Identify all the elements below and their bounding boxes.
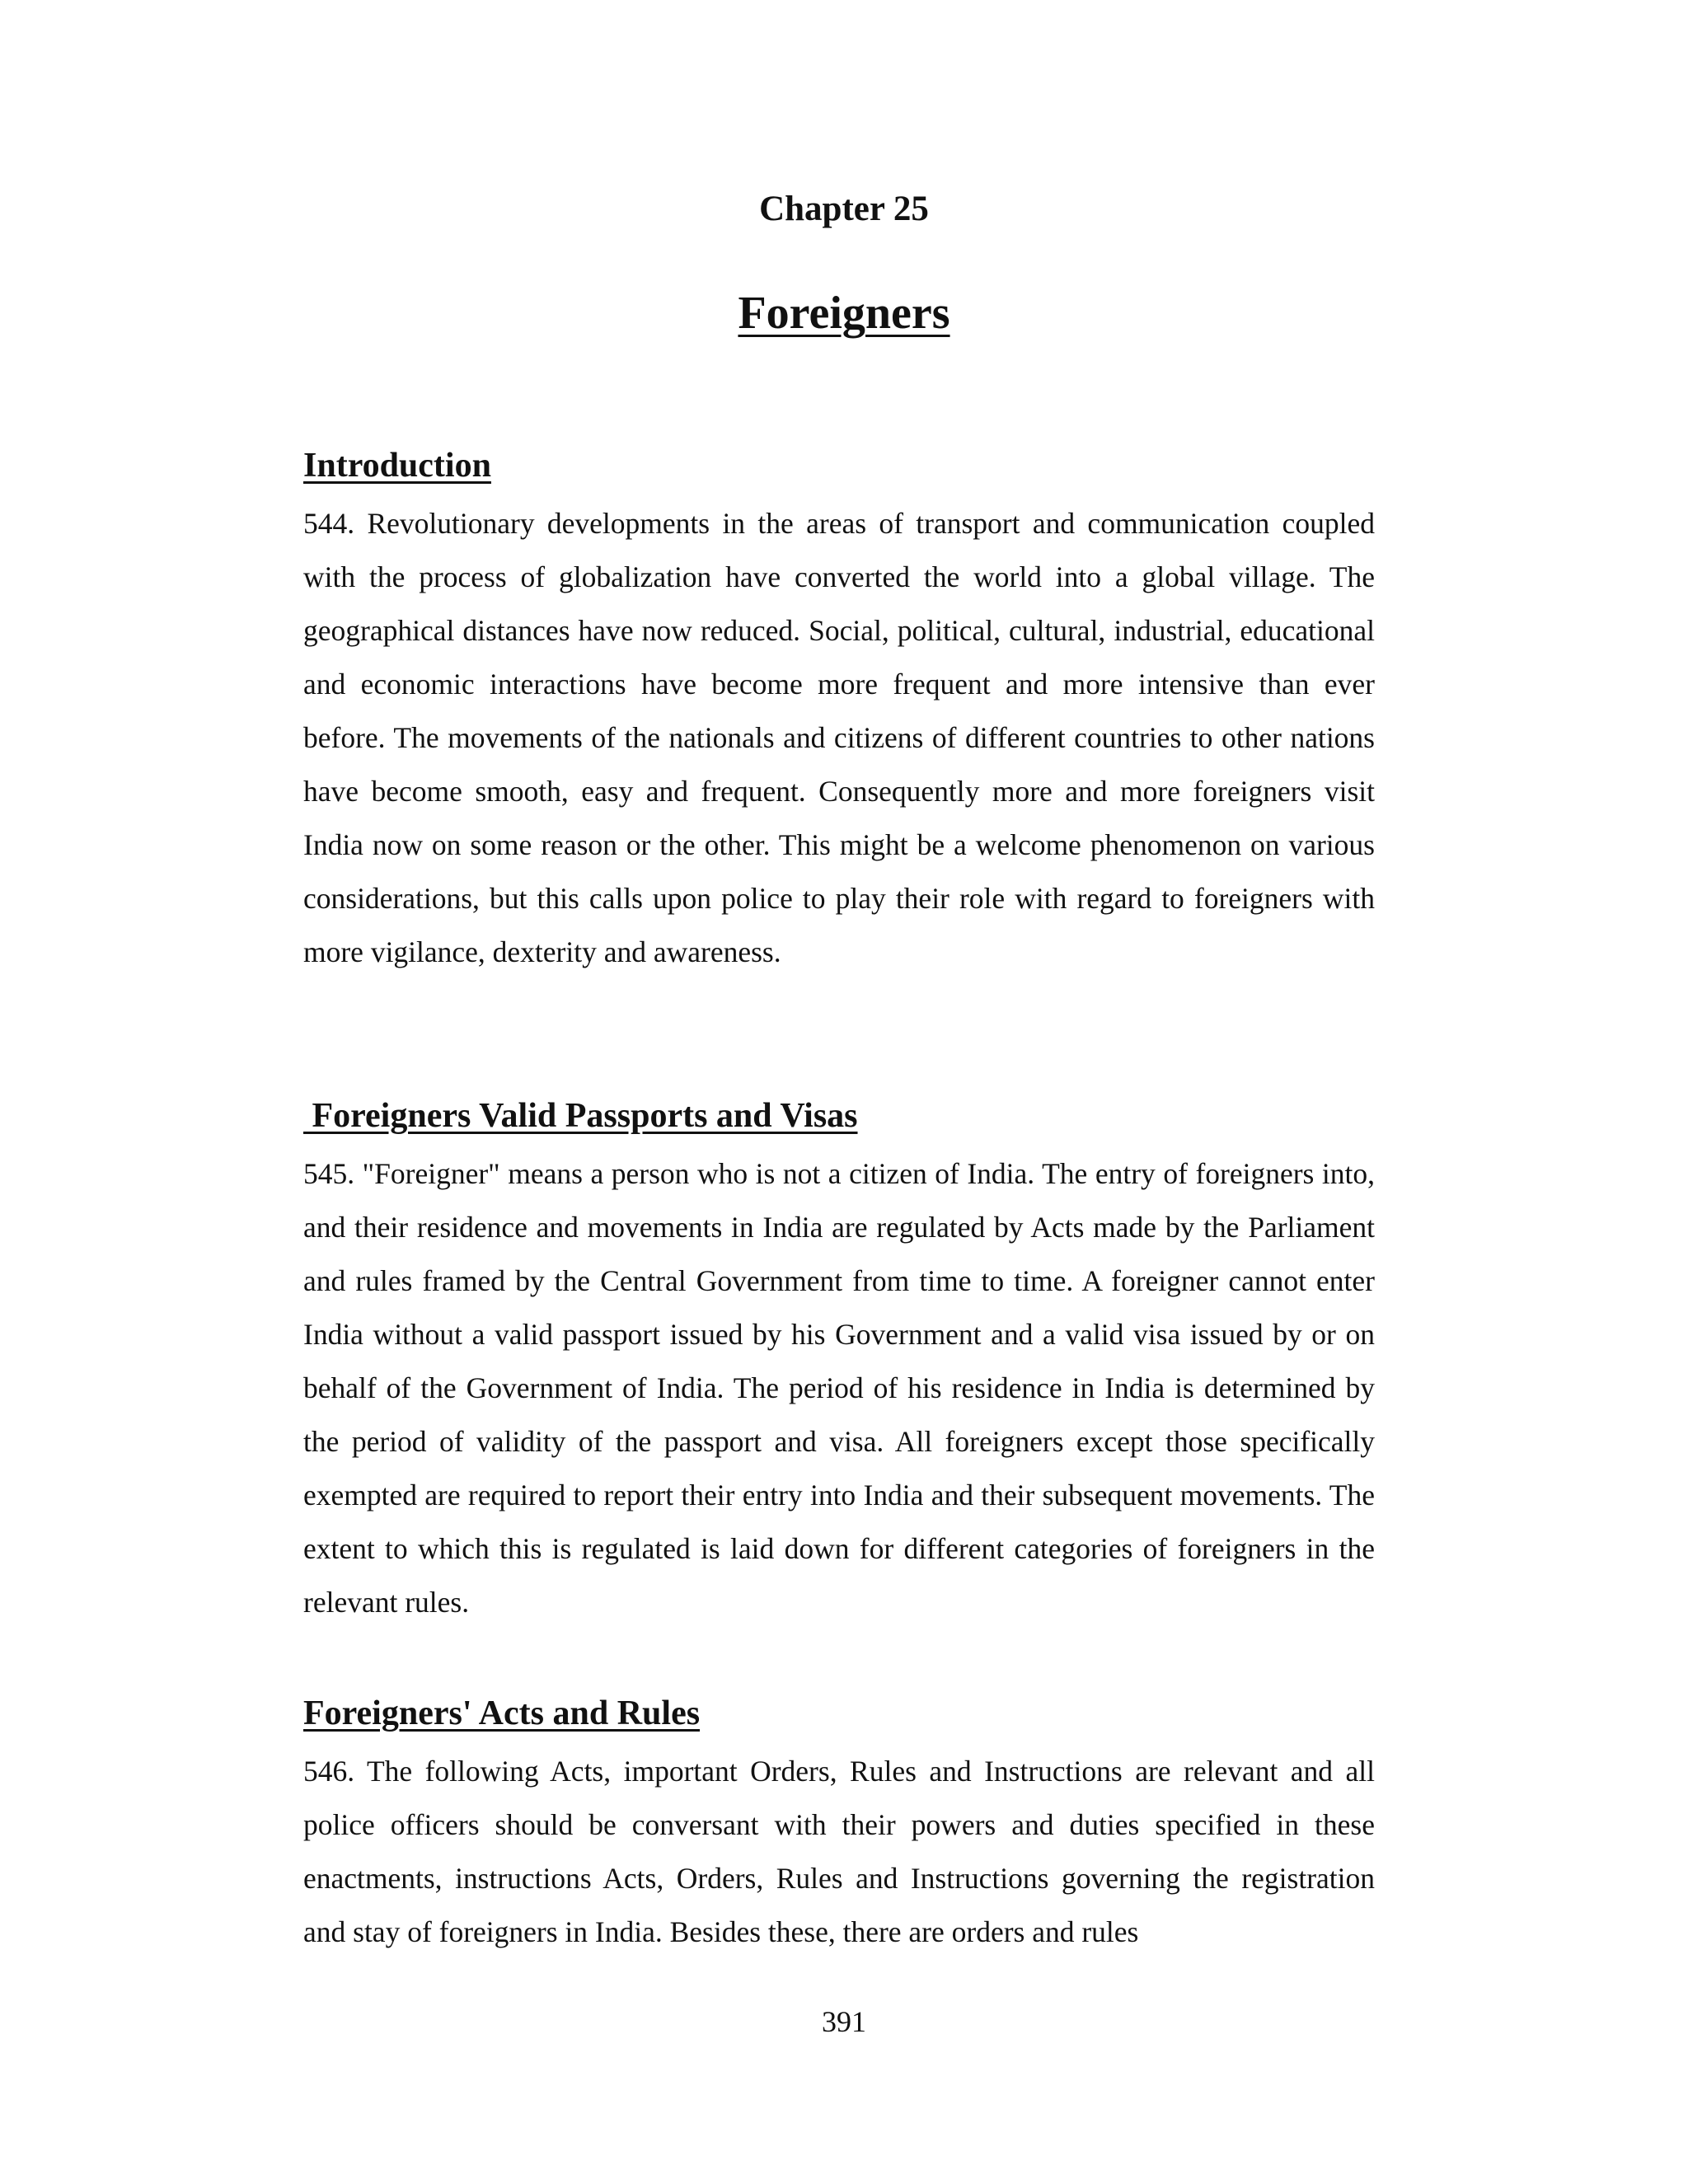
section-acts-rules [303,1689,1375,1959]
section-heading: Foreigners Valid Passports and Visas [303,1097,858,1135]
section-passports-visas [303,1091,1375,1629]
chapter-number: Chapter 25 [759,190,929,228]
paragraph-546: 546. The following Acts, important Orders, Rules and Instructions are relevant and all police officers should be conversant with their powers and duties specified in these enactments, instructions Acts, Orders, Rules and Instructions governing the registration and stay of foreigners in India. Besides these, there are orders and rules [303,1755,1375,1948]
paragraph-544: 544. Revolutionary developments in the areas of transport and communication coupled with the process of globalization have converted the world into a global village. The geographical distances have now reduced. Social, political, cultural, industrial, educational and economic interactions have become more frequent and more intensive than ever before. The movements of the nationals and citizens of different countries to other nations have become smooth, easy and frequent. Consequently more and more foreigners visit India now on some reason or the other. This might be a welcome phenomenon on various considerations, but this calls upon police to play their role with regard to foreigners with more vigilance, dexterity and awareness. [303,507,1375,968]
chapter-title: Foreigners [738,288,950,339]
page-number: 391 [822,2005,866,2038]
section-heading: Introduction [303,447,491,485]
paragraph-545: 545. "Foreigner" means a person who is not a citizen of India. The entry of foreigners into, and their residence and movements in India are regulated by Acts made by the Parliament and rules framed by the Central Government from time to time. A foreigner cannot enter India without a valid passport issued by his Government and a valid visa issued by or on behalf of the Government of India. The period of his residence in India is determined by the period of validity of the passport and visa. All foreigners except those specifically exempted are required to report their entry into India and their subsequent movements. The extent to which this is regulated is laid down for different categories of foreigners in the relevant rules. [303,1157,1375,1619]
section-heading: Foreigners' Acts and Rules [303,1694,701,1732]
section-introduction [303,441,1375,979]
